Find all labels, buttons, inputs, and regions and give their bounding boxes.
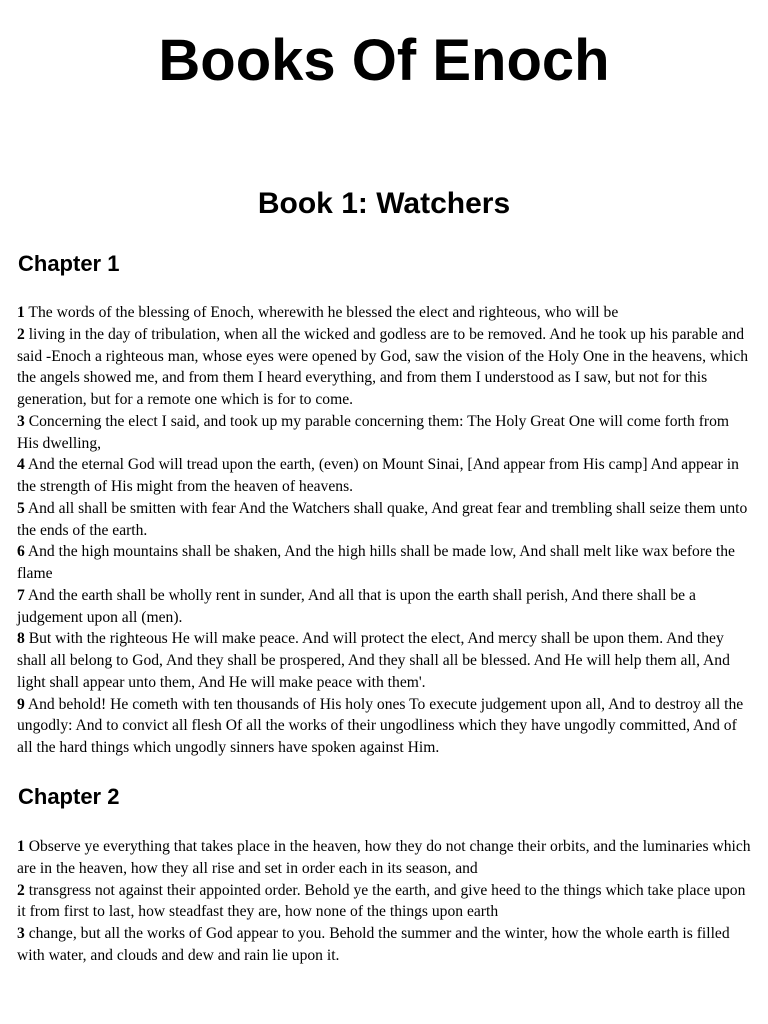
verse-text: And the eternal God will tread upon the earth, (even) on Mount Sinai, [And appear from His camp] And appear in the strength of His might from the heaven of heavens. <box>17 456 739 495</box>
book-title: Book 1: Watchers <box>257 187 511 220</box>
verse-text: But with the righteous He will make peace. And will protect the elect, And mercy shall be upon them. And they shall all belong to God, And they shall be prospered, And they shall all be blessed. And He will help them all, And light shall appear unto them, And He will make peace with them'. <box>17 630 730 691</box>
verse-number: 1 <box>17 304 25 321</box>
verse <box>17 454 753 498</box>
chapter-1-verses <box>17 302 753 759</box>
verse-number: 2 <box>17 881 25 899</box>
verse <box>17 880 753 924</box>
verse <box>17 836 753 880</box>
chapter-2-heading: Chapter 2 <box>18 784 120 809</box>
verse <box>17 302 753 324</box>
verse <box>17 498 753 542</box>
verse-number: 4 <box>17 456 25 474</box>
verse-text: Observe ye everything that takes place in the heaven, how they do not change their orbits, and the luminaries which are in the heaven, how they all rise and set in order each in its season, and <box>17 838 751 877</box>
verse <box>17 541 753 585</box>
verse-number: 1 <box>17 838 25 855</box>
verse-number: 3 <box>17 412 25 430</box>
verse <box>17 694 753 759</box>
verse <box>17 923 753 967</box>
verse <box>17 585 753 629</box>
verse-text: transgress not against their appointed order. Behold ye the earth, and give heed to the things which take place upon it from first to last, how steadfast they are, how none of the things upon earth <box>17 881 746 921</box>
verse-text: And all shall be smitten with fear And the Watchers shall quake, And great fear and trembling shall seize them unto the ends of the earth. <box>17 499 748 539</box>
document-title: Books Of Enoch <box>158 28 610 93</box>
verse-number: 8 <box>17 630 25 648</box>
verse-text: The words of the blessing of Enoch, wherewith he blessed the elect and righteous, who will be <box>28 304 619 321</box>
verse-text: living in the day of tribulation, when all the wicked and godless are to be removed. And he took up his parable and said -Enoch a righteous man, whose eyes were opened by God, saw the vision of the Holy One in the heavens, which the angels showed me, and from them I heard everything, and from them I understood as I saw, but not for this generation, but for a remote one which is for to come. <box>17 325 748 408</box>
verse-number: 3 <box>17 925 25 942</box>
verse-text: And behold! He cometh with ten thousands of His holy ones To execute judgement upon all, And to destroy all the ungodly: And to convict all flesh Of all the works of their ungodliness which they have ungodly committed, And of all the hard things which ungodly sinners have spoken against Him. <box>17 695 744 756</box>
verse <box>17 411 753 455</box>
chapter-2-verses <box>17 836 753 967</box>
verse-number: 2 <box>17 325 25 343</box>
verse-text: And the high mountains shall be shaken, And the high hills shall be made low, And shall melt like wax before the flame <box>17 543 735 582</box>
verse <box>17 324 753 411</box>
verse <box>17 628 753 693</box>
verse-number: 7 <box>17 586 25 604</box>
verse-text: Concerning the elect I said, and took up my parable concerning them: The Holy Great One will come forth from His dwelling, <box>17 412 730 452</box>
verse-text: change, but all the works of God appear to you. Behold the summer and the winter, how the whole earth is filled with water, and clouds and dew and rain lie upon it. <box>17 925 730 964</box>
verse-number: 6 <box>17 543 25 561</box>
chapter-1-heading: Chapter 1 <box>18 251 120 276</box>
verse-number: 9 <box>17 695 25 713</box>
verse-number: 5 <box>17 499 25 517</box>
verse-text: And the earth shall be wholly rent in sunder, And all that is upon the earth shall perish, And there shall be a judgement upon all (men). <box>17 586 696 626</box>
